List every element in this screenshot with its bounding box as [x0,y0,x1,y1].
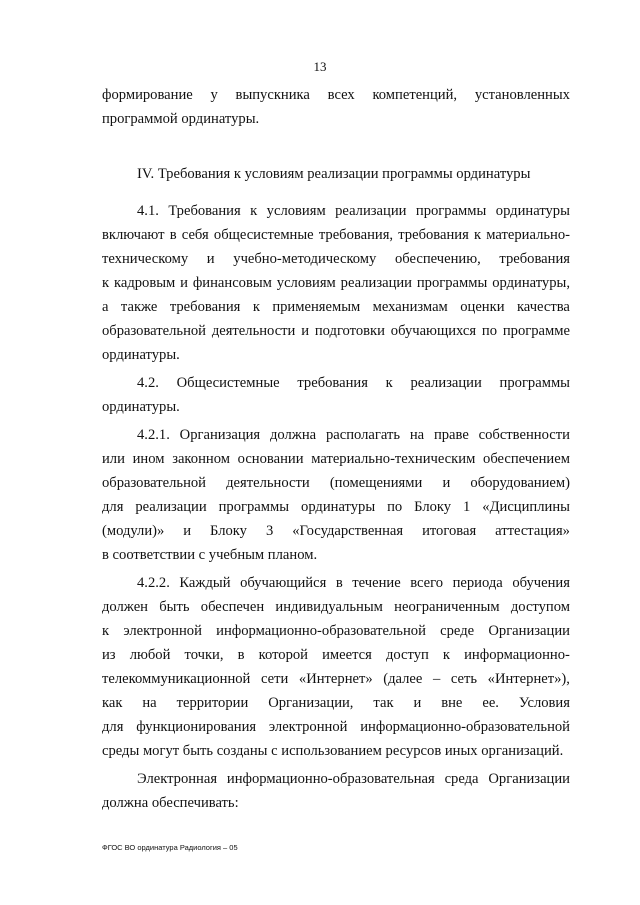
text-line: ординатуры. [102,347,180,363]
text-line [102,718,570,736]
word: законном [172,451,230,467]
text-line: должна обеспечивать: [102,795,239,811]
word: у [210,87,218,103]
word: ординатуры [301,499,376,515]
word: механизмам [372,299,448,315]
word: неограниченным [394,599,500,615]
text-line [137,574,570,592]
text-line [102,474,570,492]
word: аттестация» [495,523,570,539]
word: располагать [325,427,401,443]
word: электронной [268,719,348,735]
word: компетенций, [372,87,458,103]
word: материально-техническим [311,451,476,467]
word: ином [132,451,165,467]
word: обеспечением [483,451,570,467]
word: основании [237,451,304,467]
word: условиям [276,275,336,291]
word: подготовки [314,323,385,339]
word: программы [499,375,570,391]
word: и [206,251,215,267]
word: требования [297,375,368,391]
word: программе [502,323,570,339]
word: 4.2. [137,375,159,391]
word: требования [499,251,570,267]
word: себя [181,227,209,243]
word: функционирования [136,719,257,735]
word: качества [516,299,570,315]
word: сеть [450,671,478,687]
word: по [481,323,498,339]
word: Блоку [210,523,247,539]
word: среда [444,771,479,787]
word: программы [415,203,487,219]
word: быть [159,599,190,615]
word: обеспечению, [395,251,481,267]
word: вне [441,695,463,711]
word: любой [129,647,171,663]
text-line: среды могут быть созданы с использованием ресурсов иных организаций. [102,743,564,759]
word: итоговая [422,523,477,539]
word: для [102,719,124,735]
word: среде [440,623,475,639]
word: течение [352,575,401,591]
word: Блоку [414,499,452,515]
word: периода [452,575,503,591]
word: «Интернет»), [487,671,570,687]
word: которой [258,647,308,663]
word: должна [269,427,317,443]
text-line: программой ординатуры. [102,111,260,127]
word: условиям [266,203,326,219]
text-line [137,202,570,220]
word: 3 [265,523,274,539]
word: 4.2.2. [137,575,170,591]
word: на [409,427,425,443]
word: информационно-образовательной [360,719,570,735]
word: в [335,575,343,591]
word: для [102,499,124,515]
word: и [183,523,192,539]
word: ординатуры [495,203,570,219]
word: «Интернет» [298,671,373,687]
word: реализации [410,375,482,391]
text-line [102,322,570,340]
word: требования [398,227,469,243]
word: учебно-методическому [233,251,377,267]
word: к [442,647,451,663]
word: образовательной [102,475,206,491]
word: Требования [168,203,241,219]
text-line [137,426,570,444]
word: выпускника [235,87,310,103]
text-line [102,670,570,688]
word: установленных [474,87,570,103]
text-line: в соответствии с учебным планом. [102,547,318,563]
text-line [137,770,570,788]
word: «Государственная [292,523,404,539]
word: Организация [179,427,261,443]
word: Электронная [137,771,218,787]
word: финансовым [192,275,272,291]
word: реализации [340,275,412,291]
word: к [474,227,482,243]
word: формирование [102,87,193,103]
word: или [102,451,125,467]
text-line [102,598,570,616]
word: точки, [184,647,224,663]
text-line [102,298,570,316]
text-line [102,522,570,540]
section-heading: IV. Требования к условиям реализации программы ординатуры [137,166,531,182]
word: должен [102,599,148,615]
word: техническому [102,251,189,267]
word: Организации, [268,695,354,711]
word: обучающихся [390,323,477,339]
word: к [102,623,110,639]
word: информационно- [464,647,570,663]
word: электронной [123,623,202,639]
text-line [102,274,570,292]
word: сети [260,671,289,687]
word: и [413,695,422,711]
word: оборудованием) [470,475,570,491]
word: в [169,227,177,243]
word: (модули)» [102,523,165,539]
word: (помещениями [329,475,423,491]
word: программы [218,499,290,515]
word: (далее [383,671,423,687]
word: образовательной [102,323,206,339]
word: телекоммуникационной [102,671,251,687]
word: всего [410,575,444,591]
text-line [102,450,570,468]
text-line [102,646,570,664]
word: по [387,499,403,515]
text-line [102,498,570,516]
word: Общесистемные [176,375,280,391]
text-line [102,86,570,104]
word: к [250,203,258,219]
word: программы [416,275,488,291]
word: к [252,299,260,315]
word: и [180,275,188,291]
word: материально- [486,227,570,243]
word: доступом [510,599,570,615]
word: имеется [322,647,372,663]
word: ординатуры, [492,275,570,291]
word: к [102,275,110,291]
word: требования, [318,227,394,243]
text-line [102,622,570,640]
word: «Дисциплины [482,499,570,515]
word: включают [102,227,165,243]
text-line [137,374,570,392]
word: на [142,695,157,711]
text-line: ординатуры. [102,399,180,415]
word: общесистемные [213,227,314,243]
word: 4.2.1. [137,427,170,443]
word: обеспечен [200,599,265,615]
word: доступ [385,647,429,663]
word: собственности [478,427,570,443]
word: деятельности [226,475,310,491]
footer-text: ФГОС ВО ординатура Радиология – 05 [102,843,238,852]
word: к [385,375,393,391]
word: деятельности [211,323,296,339]
word: кадровым [113,275,176,291]
word: информационно-образовательной [216,623,426,639]
word: как [102,695,123,711]
word: информационно-образовательная [226,771,435,787]
text-line [102,694,570,712]
word: и [442,475,451,491]
word: всех [327,87,355,103]
word: применяемым [272,299,361,315]
word: требования [169,299,241,315]
word: Организации [488,623,570,639]
word: праве [433,427,469,443]
word: обучения [512,575,570,591]
word: в [237,647,245,663]
word: оценки [460,299,505,315]
word: из [102,647,116,663]
word: индивидуальным [275,599,383,615]
word: и [301,323,309,339]
text-line [102,226,570,244]
word: 1 [463,499,471,515]
word: ее. [482,695,499,711]
word: 4.1. [137,203,159,219]
word: так [373,695,394,711]
word: реализации [135,499,207,515]
word: Условия [518,695,570,711]
word: реализации [335,203,407,219]
word: Каждый [179,575,231,591]
word: – [432,671,441,687]
word: Организации [488,771,570,787]
word: территории [176,695,249,711]
text-line [102,250,570,268]
word: а [102,299,109,315]
word: обучающийся [240,575,327,591]
word: также [120,299,158,315]
page-number: 13 [313,59,327,74]
